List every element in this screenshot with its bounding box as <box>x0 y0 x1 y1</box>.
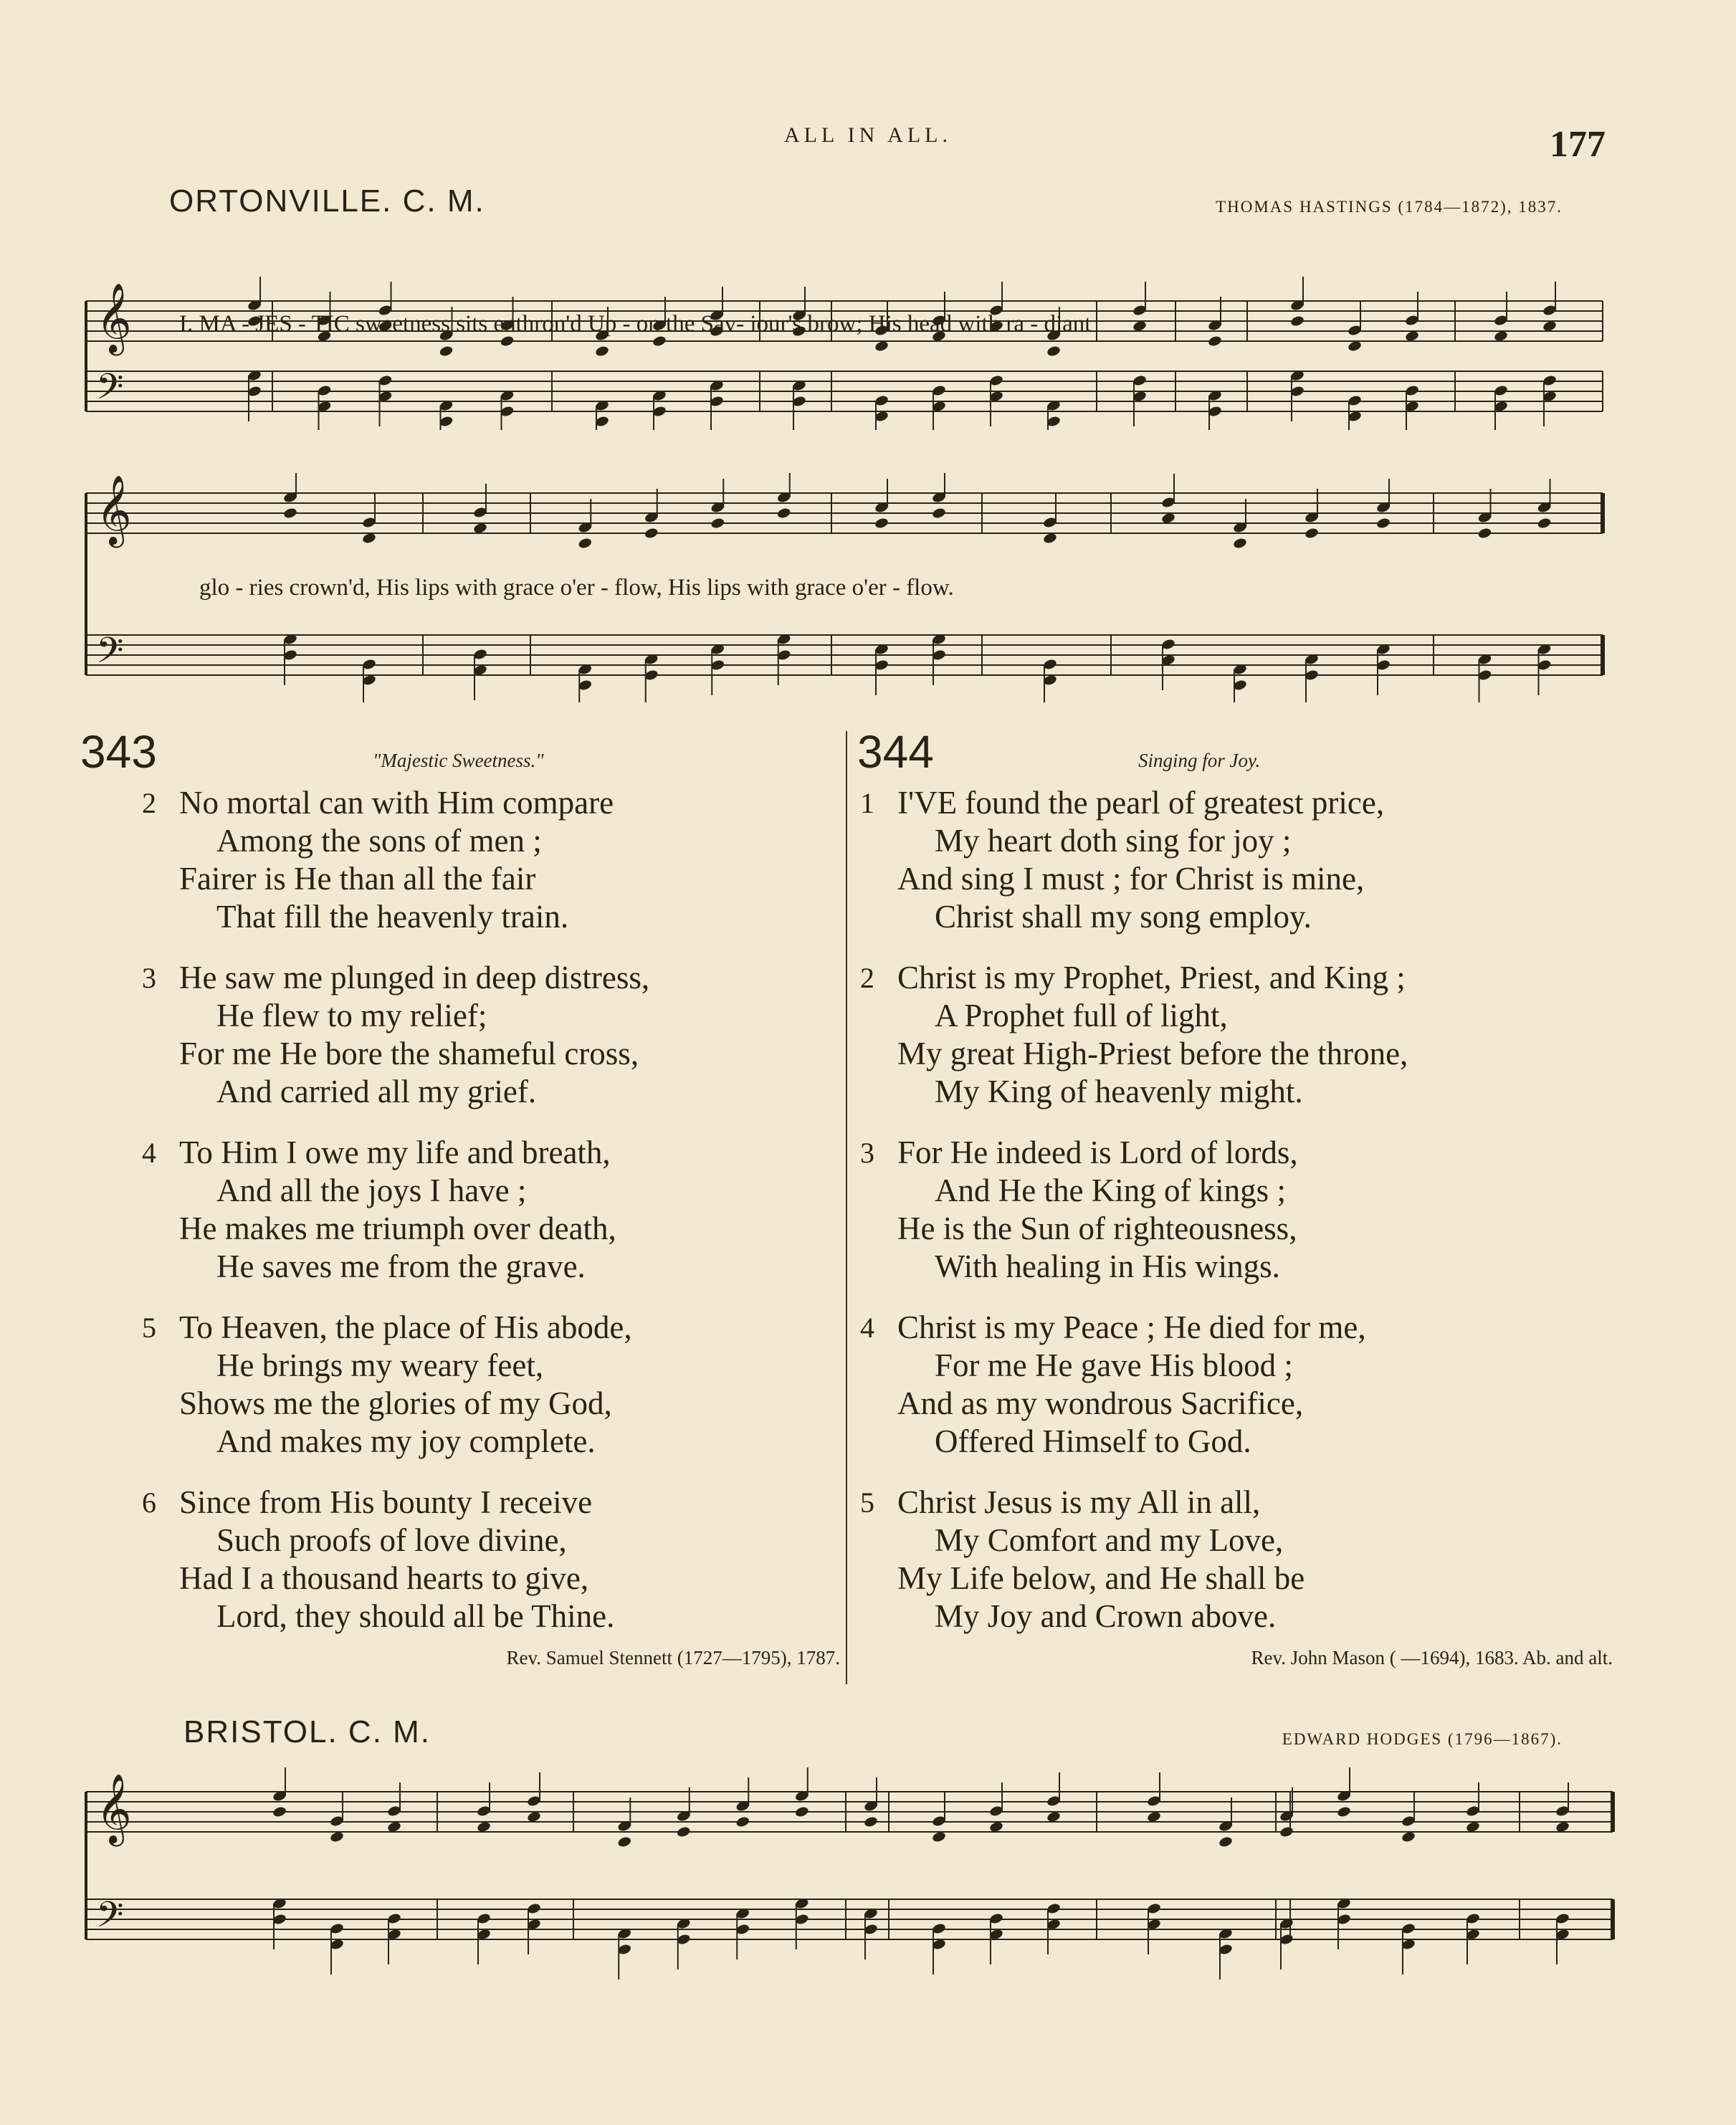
note-head <box>776 507 791 519</box>
verse-number: 5 <box>142 1312 156 1344</box>
composer-bristol: EDWARD HODGES (1796—1867). <box>1282 1730 1563 1748</box>
verse-number: 5 <box>860 1486 874 1519</box>
hymn-343-verse-6 <box>142 1484 615 1635</box>
treble-clef-icon: 𝄞 <box>96 282 132 353</box>
note-head <box>282 507 297 519</box>
verse-line: For He indeed is Lord of lords, <box>897 1135 1298 1170</box>
verse-line: And as my wondrous Sacrifice, <box>897 1385 1304 1421</box>
verse-line: Lord, they should all be Thine. <box>216 1598 615 1634</box>
verse-line: My Life below, and He shall be <box>897 1560 1305 1596</box>
verse-line: Christ Jesus is my All in all, <box>897 1484 1261 1520</box>
hymn-number-343: 343 <box>80 726 157 778</box>
verse-line: No mortal can with Him compare <box>179 785 614 821</box>
bass-clef-icon: 𝄢 <box>96 630 124 680</box>
note-head <box>676 1825 691 1838</box>
verse-line: Christ is my Prophet, Priest, and King ; <box>897 960 1406 995</box>
verse-line: I'VE found the pearl of greatest price, <box>897 785 1385 821</box>
verse-line: And all the joys I have ; <box>216 1173 527 1208</box>
verse-line: My King of heavenly might. <box>935 1074 1303 1109</box>
hymn-344-verse-4 <box>860 1309 1366 1461</box>
note-head <box>594 345 609 357</box>
note-head <box>272 1805 287 1818</box>
hymn-number-344: 344 <box>857 726 934 778</box>
hymn-subtitle-343: "Majestic Sweetness." <box>373 750 544 771</box>
hymn-343-verse-2 <box>142 784 614 936</box>
verse-line: Fairer is He than all the fair <box>179 861 536 897</box>
note-head <box>617 1835 632 1848</box>
treble-clef-icon: 𝄞 <box>96 1773 132 1843</box>
note-head <box>644 527 659 539</box>
hymn-343-verse-4 <box>142 1134 616 1286</box>
verse-line: He makes me triumph over death, <box>179 1210 616 1246</box>
credit-344: Rev. John Mason ( —1694), 1683. Ab. and alt. <box>1251 1647 1613 1668</box>
running-title: ALL IN ALL. <box>783 123 953 147</box>
hymn-343-verse-3 <box>142 959 650 1111</box>
verse-line: My Comfort and my Love, <box>935 1522 1284 1558</box>
note-head <box>1537 517 1552 529</box>
verse-line: That fill the heavenly train. <box>216 899 569 935</box>
verse-number: 6 <box>142 1486 156 1519</box>
verse-number: 4 <box>860 1312 874 1344</box>
verse-number: 2 <box>860 962 874 994</box>
note-head <box>1218 1835 1233 1848</box>
bass-clef-icon: 𝄢 <box>96 366 124 416</box>
verse-line: Christ is my Peace ; He died for me, <box>897 1309 1366 1345</box>
verse-line: With healing in His wings. <box>935 1248 1280 1284</box>
tune-title-bristol: BRISTOL. C. M. <box>183 1714 431 1749</box>
note-head <box>710 517 725 529</box>
verse-line: To Heaven, the place of His abode, <box>179 1309 632 1345</box>
tune-title-ortonville: ORTONVILLE. C. M. <box>169 183 485 219</box>
lyrics-ortonville-line-1: I. MA - JES - TIC sweetness sits enthron'd Up - on the Sav- iour's brow; His head with ra - diant <box>179 311 1092 337</box>
note-head <box>931 507 946 519</box>
verse-number: 2 <box>142 787 156 819</box>
verse-line: Had I a thousand hearts to give, <box>179 1560 589 1596</box>
verse-line: Shows me the glories of my God, <box>179 1385 612 1421</box>
note-head <box>1232 537 1247 549</box>
verse-line: He saves me from the grave. <box>216 1248 586 1284</box>
verse-number: 1 <box>860 787 874 819</box>
note-head <box>735 1815 750 1828</box>
page-number: 177 <box>1550 124 1606 165</box>
hymn-344-verse-3 <box>860 1134 1298 1286</box>
music-system-3 <box>0 1749 1736 1992</box>
treble-clef-icon: 𝄞 <box>96 474 132 545</box>
verse-line: My Joy and Crown above. <box>935 1598 1277 1634</box>
note-head <box>578 537 593 549</box>
verse-line: To Him I owe my life and breath, <box>179 1135 611 1170</box>
note-head <box>794 1805 809 1818</box>
bass-clef-icon: 𝄢 <box>96 1894 124 1944</box>
verse-line: Such proofs of love divine, <box>216 1522 567 1558</box>
hymn-subtitle-344: Singing for Joy. <box>1138 750 1261 771</box>
hymn-344-verse-5 <box>860 1484 1305 1635</box>
hymn-344-verse-2 <box>860 959 1408 1111</box>
credit-343: Rev. Samuel Stennett (1727—1795), 1787. <box>506 1647 840 1668</box>
note-head <box>1336 1805 1351 1818</box>
note-head <box>439 345 454 357</box>
verse-line: And He the King of kings ; <box>935 1173 1286 1208</box>
verse-line: He flew to my relief; <box>216 998 487 1033</box>
verse-line: Among the sons of men ; <box>216 823 542 859</box>
composer-ortonville: THOMAS HASTINGS (1784—1872), 1837. <box>1216 198 1563 216</box>
verse-line: For me He bore the shameful cross, <box>179 1036 639 1071</box>
verse-line: Offered Himself to God. <box>935 1423 1251 1459</box>
verse-line: A Prophet full of light, <box>935 998 1228 1033</box>
note-head <box>874 517 889 529</box>
verse-line: My great High-Priest before the throne, <box>897 1036 1408 1071</box>
verse-number: 3 <box>142 962 156 994</box>
verse-line: My heart doth sing for joy ; <box>935 823 1292 859</box>
note-head <box>863 1815 878 1828</box>
verse-line: And carried all my grief. <box>216 1074 537 1109</box>
verse-number: 4 <box>142 1137 156 1169</box>
hymn-343-verse-5 <box>142 1309 632 1461</box>
note-head <box>1289 315 1305 327</box>
verse-line: Since from His bounty I receive <box>179 1484 593 1520</box>
verse-line: He is the Sun of righteousness, <box>897 1210 1297 1246</box>
column-divider <box>846 731 847 1684</box>
verse-line: For me He gave His blood ; <box>935 1347 1293 1383</box>
lyrics-ortonville-line-2: glo - ries crown'd, His lips with grace o'er - flow, His lips with grace o'er - flow. <box>199 575 954 601</box>
hymn-344-verse-1 <box>860 784 1385 936</box>
verse-line: He saw me plunged in deep distress, <box>179 960 650 995</box>
note-head <box>1046 345 1061 357</box>
note-head <box>1207 335 1222 347</box>
note-head <box>1279 1825 1294 1838</box>
note-head <box>1375 517 1391 529</box>
verse-line: Christ shall my song employ. <box>935 899 1312 935</box>
verse-line: And sing I must ; for Christ is mine, <box>897 861 1365 897</box>
note-head <box>1304 527 1319 539</box>
note-head <box>1477 527 1492 539</box>
verse-line: And makes my joy complete. <box>216 1423 596 1459</box>
verse-number: 3 <box>860 1137 874 1169</box>
verse-line: He brings my weary feet, <box>216 1347 544 1383</box>
